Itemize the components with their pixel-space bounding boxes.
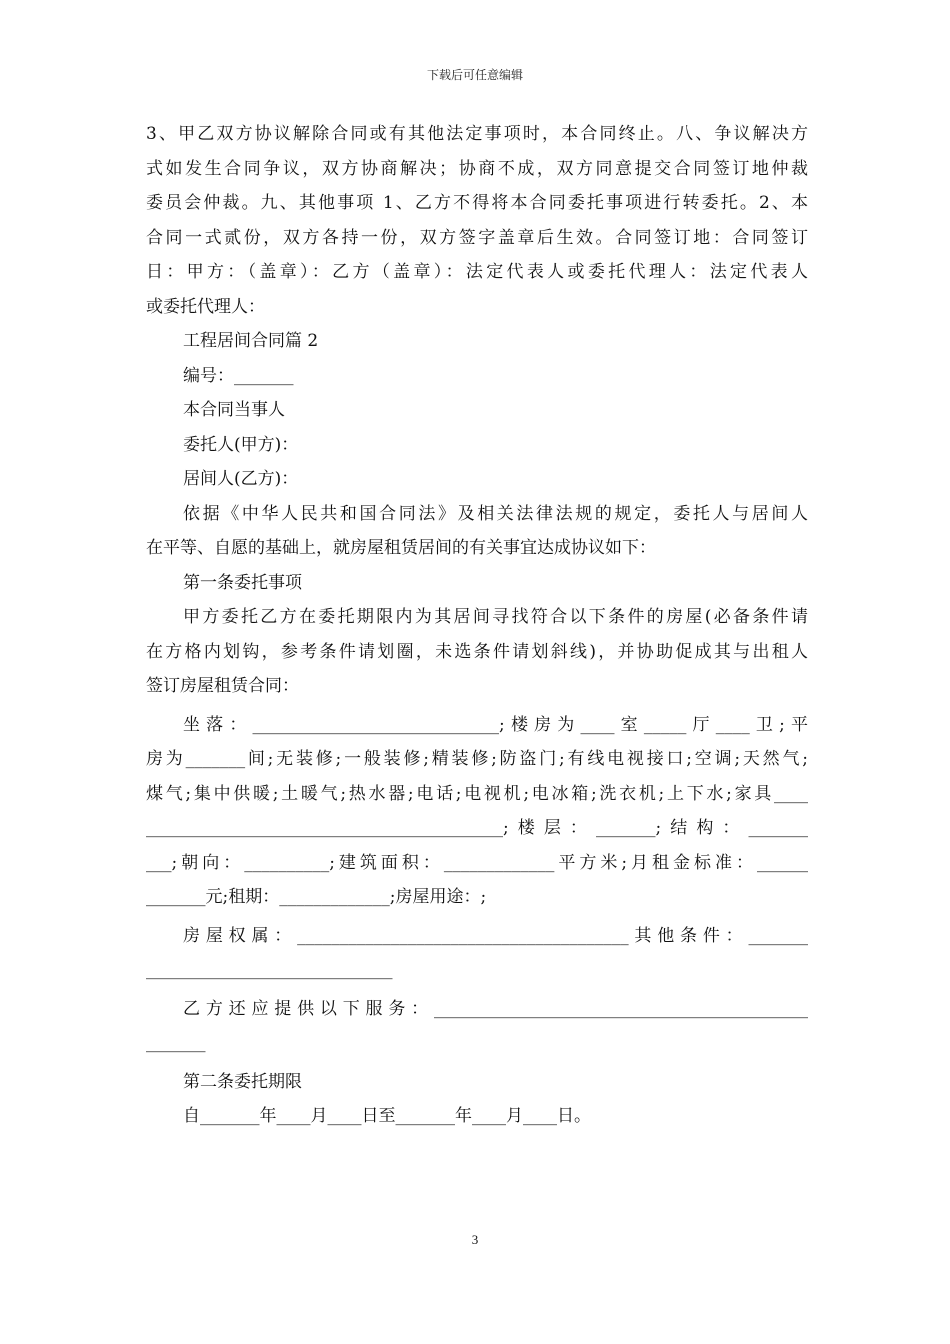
body-line: 日：甲方：（盖章）：乙方（盖章）：法定代表人或委托代理人：法定代表人 [146, 262, 808, 282]
article-title: 第一条委托事项 [183, 572, 302, 593]
client-party-field: 委托人(甲方)： [183, 434, 299, 455]
contract-number-field: 编号：_______ [183, 365, 294, 386]
section-title: 工程居间合同篇 2 [183, 331, 319, 351]
body-line: 在平等、自愿的基础上，就房屋租赁居间的有关事宜达成协议如下： [146, 538, 656, 558]
body-line: 3、甲乙双方协议解除合同或有其他法定事项时，本合同终止。八、争议解决方 [146, 124, 808, 144]
body-line: ___;朝向：__________;建筑面积：_____________平方米;月租金标准：______ [146, 852, 808, 873]
body-line: _______ [146, 1033, 206, 1053]
body-line: 乙方还应提供以下服务：____________________________________________ [183, 998, 808, 1019]
body-line: 自_______年____月____日至_______年____月____日。 [183, 1106, 591, 1126]
body-line: 委员会仲裁。九、其他事项 1、乙方不得将本合同委托事项进行转委托。2、本 [146, 193, 808, 213]
body-line: 签订房屋租赁合同： [146, 676, 299, 696]
body-line: 依据《中华人民共和国合同法》及相关法律法规的规定，委托人与居间人 [183, 503, 808, 524]
document-body [146, 117, 808, 1134]
body-line: __________________________________________;楼层：_______;结构：_______ [146, 818, 808, 838]
body-line: 煤气;集中供暖;土暖气;热水器;电话;电视机;电冰箱;洗衣机;上下水;家具____ [146, 783, 808, 804]
body-line: 式如发生合同争议，双方协商解决；协商不成，双方同意提交合同签订地仲裁 [146, 158, 808, 179]
body-line: 或委托代理人： [146, 296, 265, 317]
page-number: 3 [471, 1232, 479, 1247]
body-line: 房屋权属：_______________________________________其他条件：_______ [183, 925, 808, 946]
body-line: 甲方委托乙方在委托期限内为其居间寻找符合以下条件的房屋(必备条件请 [183, 607, 808, 627]
intermediary-party-field: 居间人(乙方)： [183, 469, 299, 489]
parties-heading: 本合同当事人 [183, 400, 285, 420]
article-title: 第二条委托期限 [183, 1071, 302, 1092]
body-line: 坐落：_____________________________;楼房为____室_____厅____卫;平 [183, 714, 808, 735]
page-header: 下载后可任意编辑 [426, 68, 523, 82]
body-line: _____________________________ [146, 960, 393, 980]
body-line: 在方格内划钩，参考条件请划圈，未选条件请划斜线)，并协助促成其与出租人 [146, 641, 808, 662]
body-line: 房为_______间;无装修;一般装修;精装修;防盗门;有线电视接口;空调;天然气; [146, 749, 808, 769]
body-line: 合同一式贰份，双方各持一份，双方签字盖章后生效。合同签订地：合同签订 [146, 227, 808, 248]
body-line: _______元;租期：_____________;房屋用途：; [146, 887, 487, 907]
